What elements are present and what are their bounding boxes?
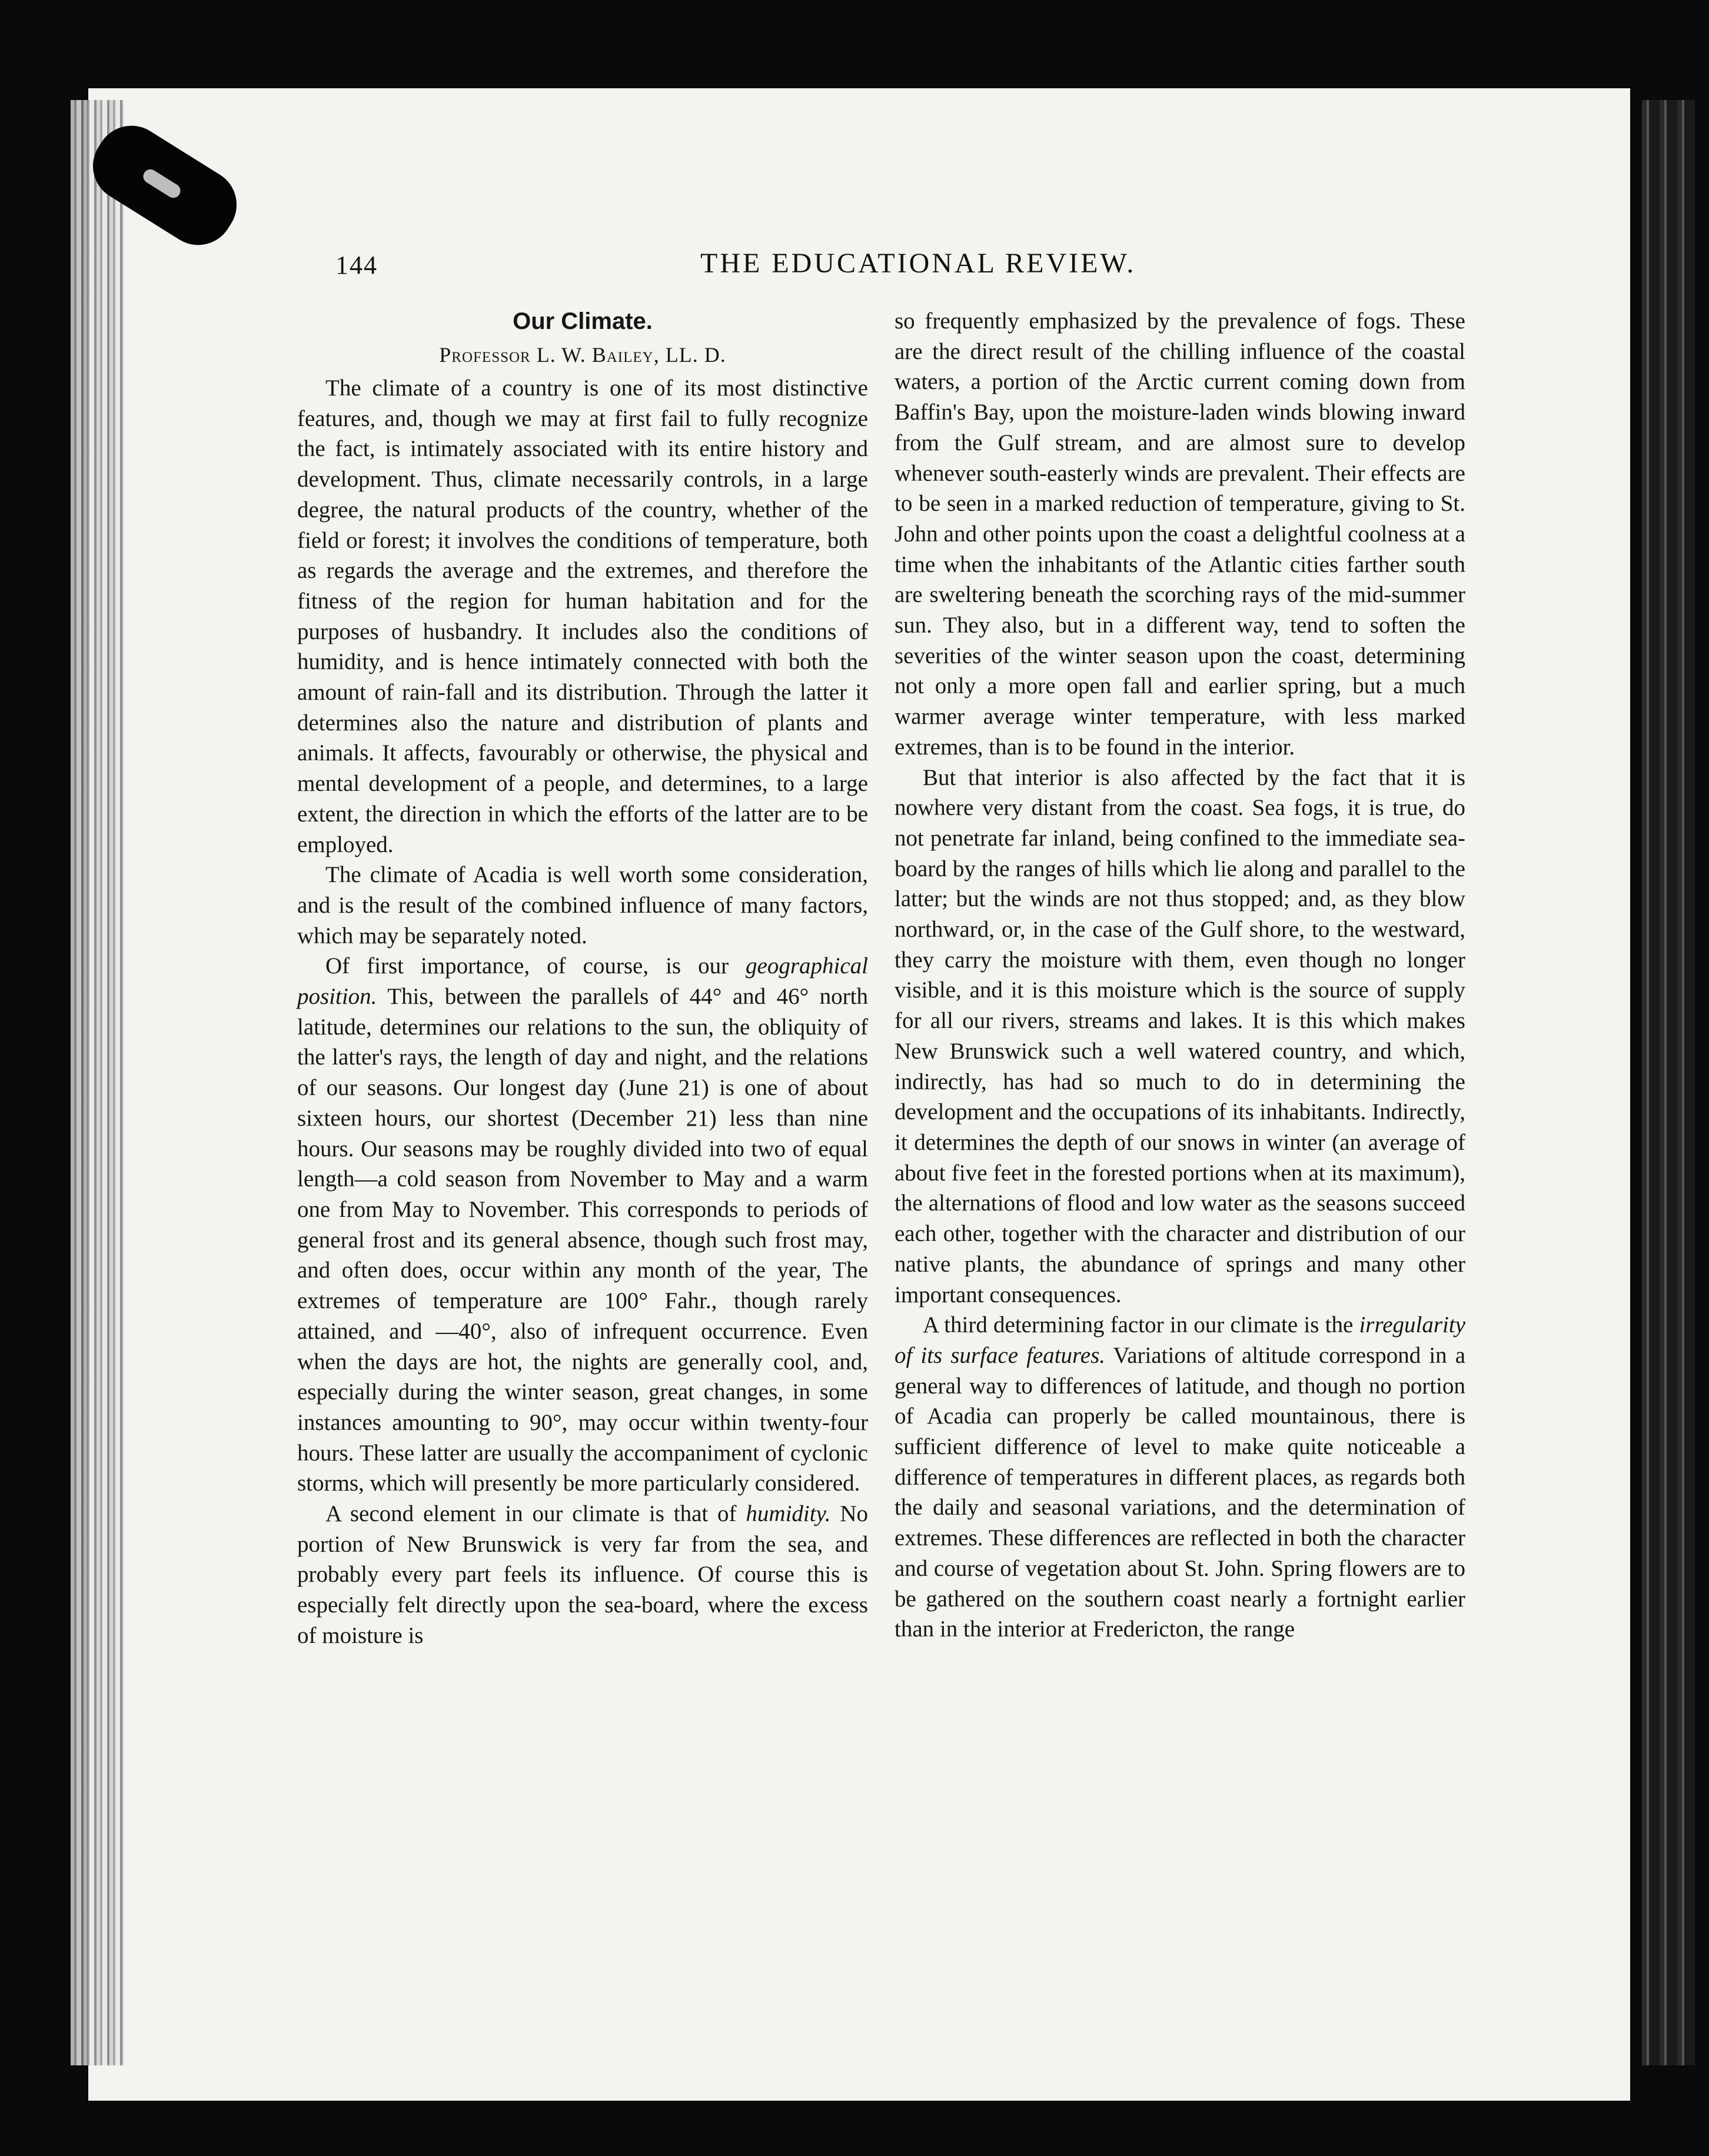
article-title: Our Climate. xyxy=(513,308,653,334)
paragraph xyxy=(895,1310,1465,1645)
paragraph-text: A second element in our climate is that of xyxy=(325,1501,737,1527)
binding-edge-left xyxy=(71,100,124,2065)
paragraph: The climate of a country is one of its most distinctive features, and, though we may at first fail to fully recognize the fact, is intimately associated with its entire history and development. Thus, climate necessarily controls, in a large degree, the natural products of the country, whether of the field or forest; it involves the conditions of temperature, both as regards the average and the extremes, and therefore the fitness of the region for human habitation and for the purposes of husbandry. It includes also the conditions of humidity, and is hence intimately connected with both the amount of rain-fall and its distribution. Through the latter it determines also the nature and distribution of plants and animals. It affects, favourably or otherwise, the physical and mental development of a people, and determines, to a large extent, the direction in which the efforts of the latter are to be employed. xyxy=(297,375,868,857)
paragraph: The climate of Acadia is well worth some consideration, and is the result of the combined influence of many factors, which may be separately noted. xyxy=(297,862,868,949)
column-right xyxy=(895,306,1465,1645)
running-head: THE EDUCATIONAL REVIEW. xyxy=(700,248,1136,279)
binding-edge-right xyxy=(1642,100,1695,2065)
column-left xyxy=(297,306,868,1651)
italic-phrase: geographical position. xyxy=(297,953,869,1010)
paragraph xyxy=(297,1499,868,1651)
paragraph: so frequently emphasized by the prevalence of fogs. These are the direct result of the chilling influence of the coastal waters, a portion of the Arctic current coming down from Baffin's Bay, upon the moisture-laden winds blowing inward from the Gulf stream, and are almost sure to develop whenever south-easterly winds are prevalent. Their effects are to be seen in a marked reduction of temperature, giving to St. John and other points upon the coast a delightful coolness at a time when the inhabitants of the Atlantic cities farther south are sweltering beneath the scorching rays of the mid-summer sun. They also, but in a different way, tend to soften the severities of the winter season upon the coast, determining not only a more open fall and earlier spring, but a much warmer average winter temperature, with less marked extremes, than is to be found in the interior. xyxy=(895,308,1465,760)
paragraph-text: Variations of altitude correspond in a general way to differences of latitude, and though no portion of Acadia can properly be called mountainous, there is sufficient difference of level to make quite noticeable a difference of temperatures in different places, as regards both the daily and seasonal variations, and the determination of extremes. These differences are reflected in both the character and course of vegetation about St. John. Spring flowers are to be gathered on the southern coast nearly a fortnight earlier than in the interior at Fredericton, the range xyxy=(895,1342,1465,1642)
paragraph: But that interior is also affected by the fact that it is nowhere very distant from the coast. Sea fogs, it is true, do not penetrate far inland, being confined to the immediate sea-board by the ranges of hills which lie along and parallel to the latter; but the winds are not thus stopped; and, as they blow northward, or, in the case of the Gulf shore, to the westward, they carry the moisture with them, even though no longer visible, and it is this moisture which is the source of supply for all our rivers, streams and lakes. It is this which makes New Brunswick such a well watered country, and which, indirectly, has had so much to do in determining the development and the occupations of its inhabitants. Indirectly, it determines the depth of our snows in winter (an average of about five feet in the forested portions when at its maximum), the alternations of flood and low water as the seasons succeed each other, together with the character and distribution of our native plants, the abundance of springs and many other important consequences. xyxy=(895,764,1465,1307)
paragraph-text: This, between the parallels of 44° and 46° north latitude, determines our relations to the sun, the obliquity of the latter's rays, the length of day and night, and the relations of our seasons. Our longest day (June 21) is one of about sixteen hours, our shortest (December 21) less than nine hours. Our seasons may be roughly divided into two of equal length—a cold season from November to May and a warm one from May to November. This corresponds to periods of general frost and its general absence, though such frost may, and often does, occur within any month of the year, The extremes of temperature are 100° Fahr., though rarely attained, and —40°, also of infrequent occurrence. Even when the days are hot, the nights are generally cool, and, especially during the winter season, great changes, in some instances amounting to 90°, may occur within twenty-four hours. These latter are usually the accompaniment of cyclonic storms, which will presently be more particularly considered. xyxy=(297,984,869,1496)
paragraph-text: Of first importance, of course, is our xyxy=(325,953,729,979)
italic-phrase: humidity. xyxy=(746,1501,831,1527)
paragraph-text: A third determining factor in our climate is the xyxy=(923,1312,1354,1338)
paragraph-text: No portion of New Brunswick is very far from the sea, and probably every part feels its influence. Of course this is especially felt directly upon the sea-board, where the excess of moisture is xyxy=(297,1501,869,1648)
paragraph xyxy=(297,951,868,1499)
article-byline: Professor L. W. Bailey, LL. D. xyxy=(439,343,726,367)
italic-phrase: irregularity of its surface features. xyxy=(895,1312,1465,1368)
page-number: 144 xyxy=(335,251,378,280)
